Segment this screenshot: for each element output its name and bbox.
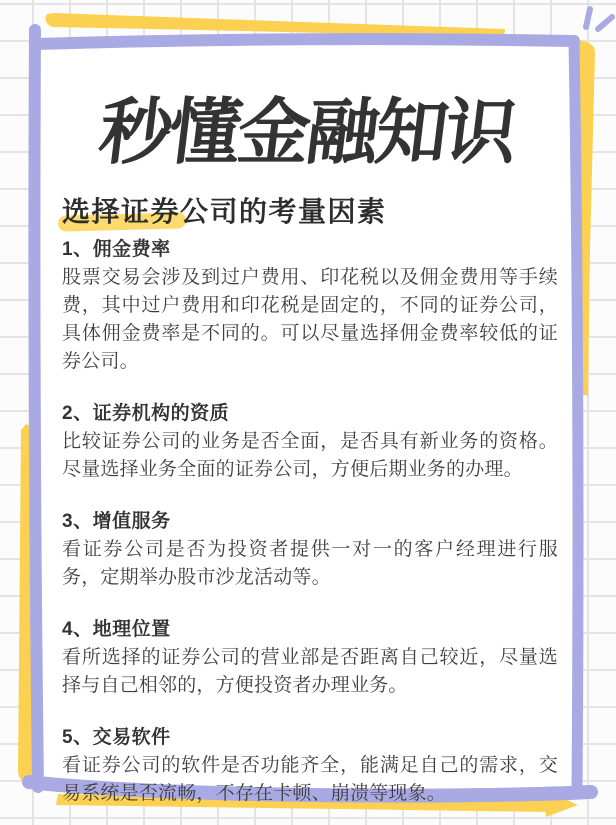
tip-section-value-added-service: [62, 508, 558, 592]
section-heading: 1、佣金费率: [62, 239, 171, 260]
tip-section-qualification: [62, 400, 558, 484]
page-title: 秒懂金融知识: [95, 93, 520, 173]
subtitle-text: 选择证券公司的考量因素: [62, 196, 387, 227]
section-body: 看证券公司是否为投资者提供一对一的客户经理进行服务，定期举办股市沙龙活动等。: [62, 539, 558, 588]
tips-list: [62, 236, 558, 825]
section-body: 比较证券公司的业务是否全面，是否具有新业务的资格。尽量选择业务全面的证券公司，方便后期业务的办理。: [62, 431, 558, 480]
section-heading: 2、证券机构的资质: [62, 403, 230, 424]
tip-section-trading-software: [62, 724, 558, 808]
section-body: 股票交易会涉及到过户费用、印花税以及佣金费用等手续费，其中过户费用和印花税是固定的，不同的证券公司，具体佣金费率是不同的。可以尽量选择佣金费率较低的证券公司。: [62, 267, 558, 372]
section-heading: 4、地理位置: [62, 619, 171, 640]
tip-section-location: [62, 616, 558, 700]
section-body: 看所选择的证券公司的营业部是否距离自己较近，尽量选择与自己相邻的，方便投资者办理业务。: [62, 647, 558, 696]
section-body: 看证券公司的软件是否功能齐全，能满足自己的需求，交易系统是否流畅，不存在卡顿、崩溃等现象。: [62, 755, 558, 804]
section-heading: 3、增值服务: [62, 511, 171, 532]
tip-section-commission: [62, 236, 558, 376]
section-heading: 5、交易软件: [62, 727, 171, 748]
subtitle: [62, 190, 387, 230]
